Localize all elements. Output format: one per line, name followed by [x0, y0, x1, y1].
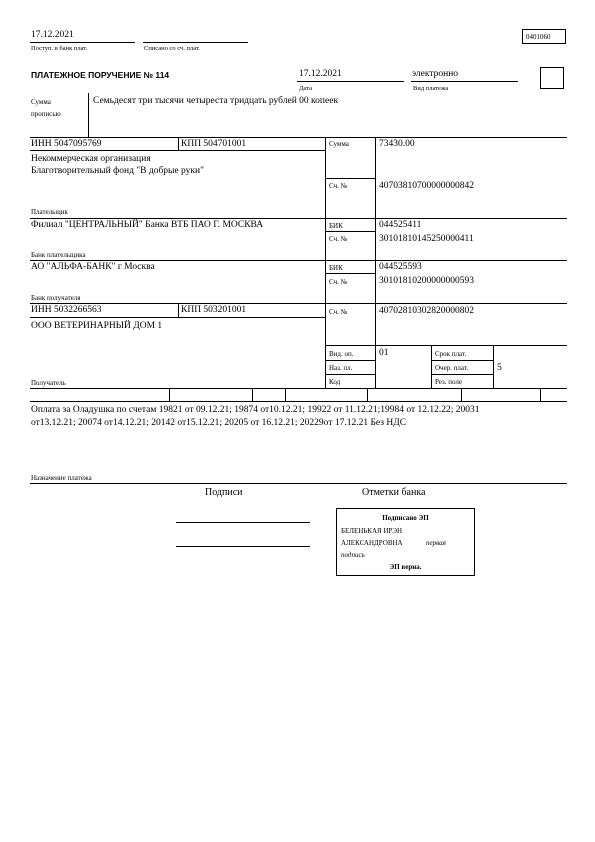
grid-line — [30, 317, 325, 318]
grid-line — [285, 388, 286, 401]
bank-marks-label: Отметки банка — [362, 487, 426, 498]
payer-inn: ИНН 5047095769 — [31, 139, 102, 149]
grid-line — [367, 388, 368, 401]
payee-bank-bik-label: БИК — [329, 264, 343, 272]
grid-line — [431, 360, 493, 361]
priority-label: Очер. плат. — [435, 364, 469, 372]
form-code: 0401060 — [522, 29, 566, 44]
payee-bank-bik: 044525593 — [379, 262, 422, 272]
debited-date-line — [143, 42, 248, 43]
order-date-line — [297, 81, 404, 82]
received-date-line — [30, 42, 135, 43]
payer-bank-bik: 044525411 — [379, 220, 422, 230]
payer-kpp: КПП 504701001 — [181, 139, 247, 149]
grid-line — [325, 374, 375, 375]
grid-line — [178, 137, 179, 150]
grid-line — [178, 303, 179, 317]
payer-bank-label: Банк плательщика — [31, 251, 86, 259]
op-type-value: 01 — [379, 348, 389, 358]
grid-line — [325, 231, 375, 232]
grid-line — [30, 260, 567, 261]
grid-line — [325, 360, 375, 361]
stamp-verified: ЭП верна. — [389, 563, 422, 571]
payee-account-value: 40702810302820000802 — [379, 306, 474, 316]
signatures-label: Подписи — [205, 487, 243, 498]
purpose-label: Назначение платежа — [31, 474, 92, 482]
digital-signature-stamp — [336, 508, 475, 576]
purpose-bottom-line — [30, 483, 567, 484]
payer-bank-name: Филиал "ЦЕНТРАЛЬНЫЙ" Банка ВТБ ПАО Г. МОСКВА — [31, 220, 264, 230]
grid-line — [461, 388, 462, 401]
grid-line — [30, 218, 567, 219]
payee-bank-acc-label: Сч. № — [329, 278, 348, 286]
stamp-title: Подписано ЭП — [382, 514, 429, 522]
grid-line — [540, 388, 541, 401]
grid-line — [30, 137, 567, 138]
amount-words-label-1: Сумма — [31, 98, 51, 106]
grid-line — [30, 150, 325, 151]
payee-name: ООО ВЕТЕРИНАРНЫЙ ДОМ 1 — [31, 321, 163, 331]
amount-label: Сумма — [329, 140, 349, 148]
amount-words-divider — [88, 93, 89, 137]
stamp-name-2: АЛЕКСАНДРОВНА — [341, 539, 403, 547]
signature-line-2 — [176, 546, 310, 547]
payment-type-line — [411, 81, 518, 82]
payee-kpp: КПП 503201001 — [181, 305, 247, 315]
grid-line — [325, 273, 375, 274]
priority-value: 5 — [497, 363, 502, 373]
payer-name-2: Благотворительный фонд "В добрые руки" — [31, 166, 204, 176]
payment-type-label: Вид платежа — [413, 85, 449, 92]
payer-bank-acc: 30101810145250000411 — [379, 234, 474, 244]
status-box — [540, 67, 564, 89]
order-date: 17.12.2021 — [299, 69, 342, 79]
received-date: 17.12.2021 — [31, 30, 74, 40]
payee-bank-label: Банк получателя — [31, 294, 81, 302]
payer-account-label: Сч. № — [329, 182, 348, 190]
grid-line — [30, 303, 567, 304]
stamp-role-1: первая — [426, 539, 446, 547]
grid-line — [431, 374, 493, 375]
payer-label: Плательщик — [31, 208, 68, 216]
purpose-line-1: Оплата за Оладушка по счетам 19821 от 09.12.21; 19874 от10.12.21; 19922 от 11.12.21;19984 от 12.12.22; 20031 — [31, 405, 480, 415]
op-type-label: Вид. оп. — [329, 350, 354, 358]
payee-account-label: Сч. № — [329, 308, 348, 316]
reserve-label: Рез. поле — [435, 378, 463, 386]
payer-bank-bik-label: БИК — [329, 222, 343, 230]
payee-label: Получатель — [31, 379, 66, 387]
signature-line-1 — [176, 522, 310, 523]
payer-name-1: Некоммерческая организация — [31, 154, 151, 164]
grid-line — [375, 137, 376, 388]
payee-inn: ИНН 5032266563 — [31, 305, 102, 315]
term-label: Срок плат. — [435, 350, 467, 358]
grid-line — [325, 178, 375, 179]
grid-line — [30, 401, 567, 402]
payee-bank-acc: 30101810200000000593 — [379, 276, 474, 286]
grid-line — [325, 137, 326, 388]
received-label: Поступ. в банк плат. — [31, 45, 88, 52]
grid-line — [493, 345, 494, 388]
grid-line — [325, 345, 567, 346]
amount-words-label-2: прописью — [31, 110, 61, 118]
grid-line — [169, 388, 170, 401]
purpose-line-2: от13.12.21; 20074 от14.12.21; 20142 от15.12.21; 20205 от 16.12.21; 20229от 17.12.21 Без НДС — [31, 418, 407, 428]
order-date-label: Дата — [299, 85, 312, 92]
payer-bank-acc-label: Сч. № — [329, 235, 348, 243]
grid-line — [30, 388, 567, 389]
purpose-code-label: Наз. пл. — [329, 364, 353, 372]
stamp-name-1: БЕЛЕНЬКАЯ ИРЭН — [341, 527, 403, 535]
stamp-role-2: подпись — [341, 551, 365, 559]
debited-label: Списано со сч. плат. — [144, 45, 200, 52]
code-label: Код — [329, 378, 341, 386]
order-title: ПЛАТЕЖНОЕ ПОРУЧЕНИЕ № 114 — [31, 70, 170, 80]
amount-words-value: Семьдесят три тысячи четыреста тридцать рублей 00 копеек — [93, 96, 339, 106]
payer-account-value: 40703810700000000842 — [379, 181, 474, 191]
payment-type: электронно — [412, 69, 459, 79]
grid-line — [431, 345, 432, 388]
grid-line — [252, 388, 253, 401]
payee-bank-name: АО "АЛЬФА-БАНК" г Москва — [31, 262, 155, 272]
amount-value: 73430.00 — [379, 139, 415, 149]
